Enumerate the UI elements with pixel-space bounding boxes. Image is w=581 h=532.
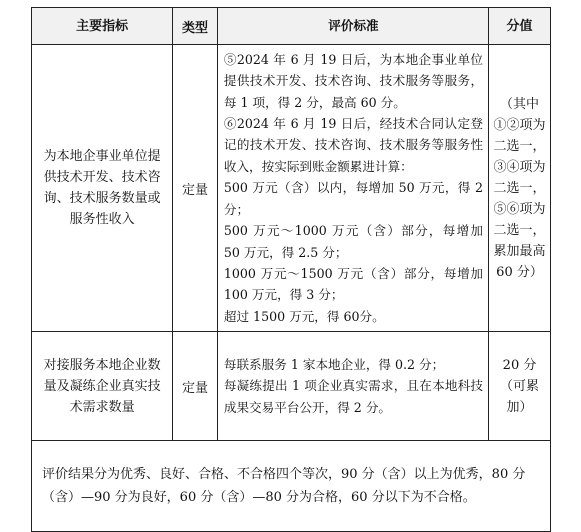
score-cell: 20 分（可累加） [489,332,551,441]
criteria-line: 500 万元（含）以内，每增加 50 万元，得 2 分； [223,180,484,217]
criteria-cell [217,45,488,332]
score-cell: （其中①②项为二选一，③④项为二选一，⑤⑥项为二选一，累加最高 60 分） [489,45,551,332]
criteria-line: 1000 万元～1500 万元（含）部分，每增加 100 万元，得 3 分； [223,265,484,303]
header-type: 类型 [173,8,218,45]
table-row [32,332,551,441]
footer-row [32,441,551,532]
header-row [32,8,551,45]
evaluation-summary: 评价结果分为优秀、良好、合格、不合格四个等次，90 分（含）以上为优秀，80 分（含）—90 分为良好，60 分（含）—80 分为合格，60 分以下为不合格。 [32,441,551,532]
header-score: 分值 [489,8,551,45]
criteria-line: 每凝练提出 1 项企业真实需求，且在本地科技成果交易平台公开，得 2 分。 [223,378,484,415]
criteria-line: 每联系服务 1 家本地企业，得 0.2 分； [223,356,445,372]
criteria-line: 超过 1500 万元，得 60分。 [223,308,385,324]
header-criteria: 评价标准 [217,8,488,45]
criteria-line: ⑤2024 年 6 月 19 日后，为本地企事业单位提供技术开发、技术咨询、技术服务等服务，每 1 项，得 2 分，最高 60 分。 [223,51,484,110]
evaluation-table [31,7,551,532]
header-indicator: 主要指标 [32,8,173,45]
indicator-cell: 为本地企事业单位提供技术开发、技术咨询、技术服务数量或服务性收入 [32,45,173,332]
criteria-line: 500 万元～1000 万元（含）部分，每增加 50 万元，得 2.5 分； [223,223,484,260]
criteria-cell [217,332,488,441]
table-row [32,45,551,332]
indicator-cell: 对接服务本地企业数量及凝练企业真实技术需求数量 [32,332,173,441]
type-cell: 定量 [173,45,218,332]
criteria-line: ⑥2024 年 6 月 19 日后，经技术合同认定登记的技术开发、技术咨询、技术服务等服务性收入，按实际到账金额累进计算： [223,116,484,174]
type-cell: 定量 [173,332,218,441]
